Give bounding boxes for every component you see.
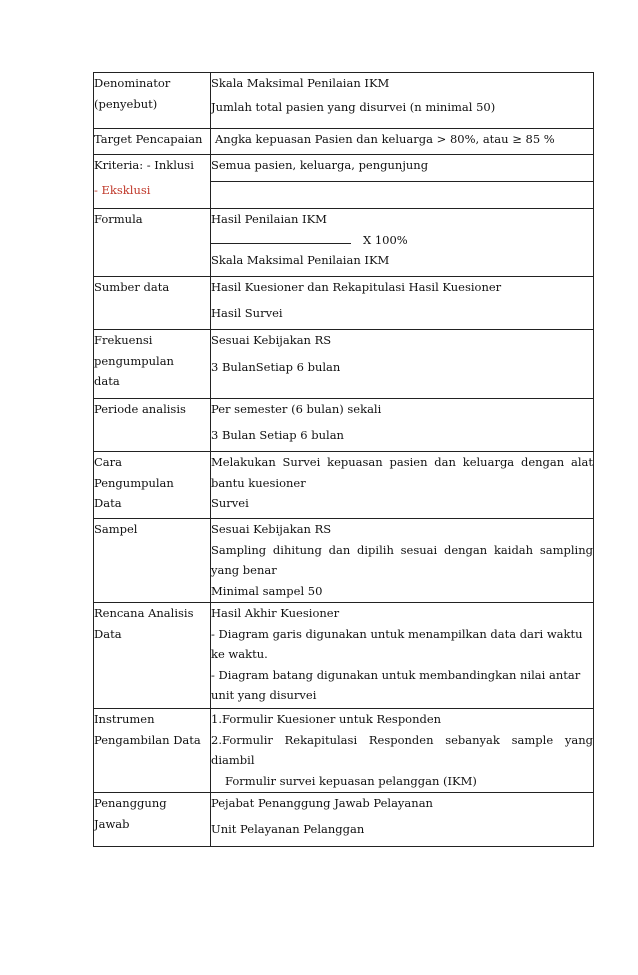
value-line: Per semester (6 bulan) sekali <box>211 402 382 416</box>
label-line: Pengambilan Data <box>94 732 201 747</box>
label-line: Formula <box>94 212 143 226</box>
formula-fraction <box>211 230 593 251</box>
label-formula <box>94 209 211 277</box>
label-target <box>94 129 211 155</box>
row-instrumen <box>94 709 594 793</box>
row-formula <box>94 209 594 277</box>
label-line: Sumber data <box>94 280 170 294</box>
label-kriteria <box>94 155 211 209</box>
row-cara <box>94 452 594 519</box>
label-rencana <box>94 603 211 709</box>
value-line: Jumlah total pasien yang disurvei (n minimal 50) <box>211 99 496 114</box>
value-line: Skala Maksimal Penilaian IKM <box>211 76 390 90</box>
value-line: Hasil Survei <box>211 305 283 320</box>
row-frekuensi <box>94 330 594 399</box>
row-denominator <box>94 73 594 129</box>
label-denominator <box>94 73 211 129</box>
value-denominator <box>211 73 594 129</box>
row-penanggung-jawab <box>94 793 594 847</box>
value-instrumen <box>211 709 594 793</box>
formula-denominator: Skala Maksimal Penilaian IKM <box>211 253 390 267</box>
label-frekuensi <box>94 330 211 399</box>
label-line: pengumpulan <box>94 353 174 368</box>
value-line: Angka kepuasan Pasien dan keluarga > 80%, atau ≥ 85 % <box>215 132 555 146</box>
value-line: Pejabat Penanggung Jawab Pelayanan <box>211 796 433 810</box>
row-rencana-analisis <box>94 603 594 709</box>
value-line: 3 BulanSetiap 6 bulan <box>211 359 341 374</box>
value-frekuensi <box>211 330 594 399</box>
label-periode <box>94 399 211 452</box>
value-line: Minimal sampel 50 <box>211 583 323 598</box>
value-line: 1.Formulir Kuesioner untuk Responden <box>211 712 442 726</box>
row-periode <box>94 399 594 452</box>
value-line: Hasil Akhir Kuesioner <box>211 606 340 620</box>
label-line: Data <box>94 626 122 641</box>
value-penanggung <box>211 793 594 847</box>
label-line: Kriteria: - Inklusi <box>94 158 194 172</box>
formula-numerator: Hasil Penilaian IKM <box>211 212 327 226</box>
value-line: Semua pasien, keluarga, pengunjung <box>211 158 429 172</box>
label-line: data <box>94 374 120 388</box>
label-line: Jawab <box>94 816 130 831</box>
label-line: Sampel <box>94 522 138 536</box>
label-eksklusi: - Eksklusi <box>94 182 151 197</box>
value-line: Formulir survei kepuasan pelanggan (IKM) <box>225 773 477 788</box>
value-line: - Diagram batang digunakan untuk membandingkan nilai antar unit yang disurvei <box>211 667 581 702</box>
label-line: Instrumen <box>94 712 155 726</box>
label-sampel <box>94 519 211 603</box>
value-line: 2.Formulir Rekapitulasi Responden sebanyak sample yang diambil <box>211 732 593 767</box>
label-line: Pengumpulan <box>94 475 174 490</box>
row-kriteria-inklusi <box>94 155 594 182</box>
value-sumber <box>211 277 594 330</box>
value-line: Sesuai Kebijakan RS <box>211 333 332 347</box>
value-rencana <box>211 603 594 709</box>
value-line: Sesuai Kebijakan RS <box>211 522 332 536</box>
label-cara <box>94 452 211 519</box>
fraction-bar <box>211 231 351 244</box>
value-line: Melakukan Survei kepuasan pasien dan keluarga dengan alat bantu kuesioner <box>211 455 593 490</box>
label-sumber <box>94 277 211 330</box>
value-eksklusi <box>211 182 594 209</box>
value-line: - Diagram garis digunakan untuk menampilkan data dari waktu ke waktu. <box>211 626 583 661</box>
value-cara <box>211 452 594 519</box>
value-line: Hasil Kuesioner dan Rekapitulasi Hasil Kuesioner <box>211 280 502 294</box>
label-line: Frekuensi <box>94 333 153 347</box>
value-formula <box>211 209 594 277</box>
value-line: Sampling dihitung dan dipilih sesuai dengan kaidah sampling yang benar <box>211 542 593 577</box>
label-line: Penanggung <box>94 796 167 810</box>
value-line: 3 Bulan Setiap 6 bulan <box>211 427 344 442</box>
value-inklusi <box>211 155 594 182</box>
label-line: (penyebut) <box>94 96 158 111</box>
value-sampel <box>211 519 594 603</box>
label-line: Rencana Analisis <box>94 606 194 620</box>
row-sampel <box>94 519 594 603</box>
label-line: Target Pencapaian <box>94 132 203 146</box>
label-instrumen <box>94 709 211 793</box>
row-sumber-data <box>94 277 594 330</box>
label-line: Cara <box>94 455 123 469</box>
row-target <box>94 129 594 155</box>
label-penanggung <box>94 793 211 847</box>
label-line: Data <box>94 496 122 510</box>
value-line: Survei <box>211 496 249 510</box>
value-periode <box>211 399 594 452</box>
value-target <box>211 129 594 155</box>
indicator-table <box>93 72 594 847</box>
value-line: Unit Pelayanan Pelanggan <box>211 821 365 836</box>
label-line: Denominator <box>94 76 171 90</box>
label-line: Periode analisis <box>94 402 186 416</box>
formula-multiplier: X 100% <box>363 232 408 247</box>
